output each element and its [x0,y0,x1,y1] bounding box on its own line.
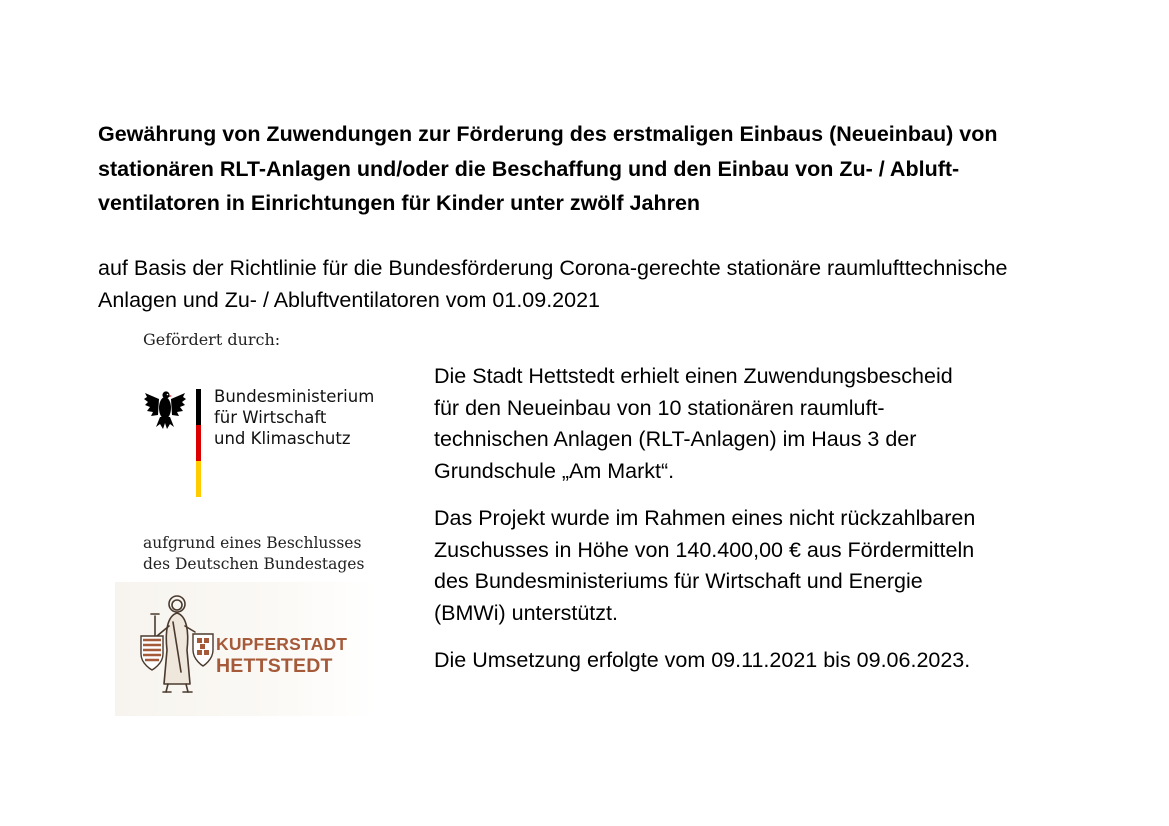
project-description [434,361,1094,693]
flag-stripe-black [196,389,201,425]
document-subheading: auf Basis der Richtlinie für die Bundesförderung Corona-gerechte stationäre raumlufttechnische Anlagen und Zu- / Abluftventilatoren vom 01.09.2021 [98,256,1008,312]
ministry-line: und Klimaschutz [214,429,351,448]
ministry-name [214,386,374,449]
city-logo-line2: HETTSTEDT [216,655,333,677]
resolution-line: des Deutschen Bundestages [143,555,365,573]
city-logo-line1: KUPFERSTADT [216,634,348,654]
german-flag-bar [196,389,201,497]
ministry-line: Bundesministerium [214,387,375,406]
paragraph-timeline: Die Umsetzung erfolgte vom 09.11.2021 bis 09.06.2023. [434,648,971,672]
funded-by-label: Gefördert durch: [143,330,281,349]
paragraph-grant: Die Stadt Hettstedt erhielt einen Zuwendungsbescheid für den Neueinbau von 10 stationären raumluft- technischen Anlagen (RLT-Anlagen) im Haus 3 der Grundschule „Am Markt“. [434,364,953,483]
city-logo [115,582,375,716]
document-heading: Gewährung von Zuwendungen zur Förderung des erstmaligen Einbaus (Neueinbau) von stationären RLT-Anlagen und/oder die Beschaffung und den Einbau von Zu- / Abluft-ventilatoren in Einrichtungen für Kinder unter zwölf Jahren [98,122,998,215]
ministry-line: für Wirtschaft [214,408,327,427]
resolution-line: aufgrund eines Beschlusses [143,534,362,552]
saint-with-coat-of-arms-icon [137,592,217,696]
city-logo-text [216,634,347,678]
flag-stripe-gold [196,461,201,497]
paragraph-funding: Das Projekt wurde im Rahmen eines nicht rückzahlbaren Zuschusses in Höhe von 140.400,00 € aus Fördermitteln des Bundesministeriums für Wirtschaft und Energie (BMWi) unterstützt. [434,506,976,625]
bundestag-resolution [143,533,364,575]
federal-eagle-icon [143,387,187,433]
flag-stripe-red [196,425,201,461]
